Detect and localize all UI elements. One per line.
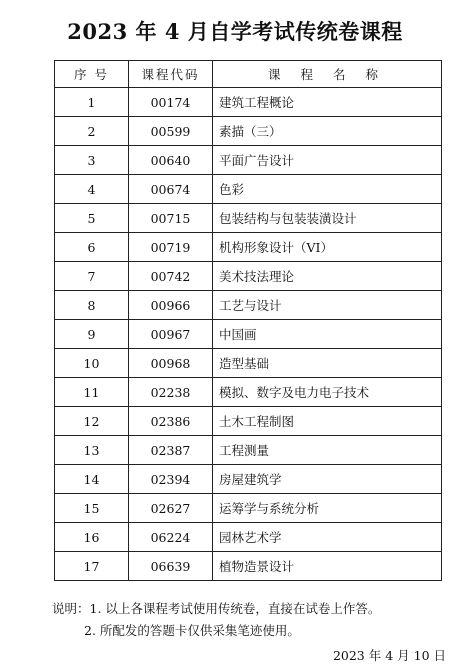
cell-no: 15 — [55, 494, 129, 523]
cell-code: 02386 — [129, 407, 213, 436]
cell-code: 00674 — [129, 175, 213, 204]
header-code: 课程代码 — [129, 61, 213, 88]
cell-code: 00174 — [129, 88, 213, 117]
table-row — [55, 204, 442, 233]
table-row — [55, 117, 442, 146]
table-header-row — [55, 61, 442, 88]
cell-name: 园林艺术学 — [213, 523, 442, 552]
header-name: 课 程 名 称 — [213, 61, 442, 88]
table-row — [55, 407, 442, 436]
cell-name: 运筹学与系统分析 — [213, 494, 442, 523]
cell-code: 00966 — [129, 291, 213, 320]
cell-no: 8 — [55, 291, 129, 320]
cell-name: 土木工程制图 — [213, 407, 442, 436]
cell-no: 5 — [55, 204, 129, 233]
table-row — [55, 146, 442, 175]
cell-name: 美术技法理论 — [213, 262, 442, 291]
table-row — [55, 378, 442, 407]
cell-name: 植物造景设计 — [213, 552, 442, 581]
table-row — [55, 88, 442, 117]
cell-no: 1 — [55, 88, 129, 117]
table-row — [55, 233, 442, 262]
cell-code: 00719 — [129, 233, 213, 262]
note-line-1: 说明：1. 以上各课程考试使用传统卷，直接在试卷上作答。 — [52, 601, 381, 616]
cell-name: 模拟、数字及电力电子技术 — [213, 378, 442, 407]
cell-no: 6 — [55, 233, 129, 262]
cell-name: 中国画 — [213, 320, 442, 349]
table-row — [55, 436, 442, 465]
cell-no: 13 — [55, 436, 129, 465]
cell-code: 06639 — [129, 552, 213, 581]
header-no: 序 号 — [55, 61, 129, 88]
cell-code: 02387 — [129, 436, 213, 465]
cell-no: 4 — [55, 175, 129, 204]
cell-name: 包装结构与包装装潢设计 — [213, 204, 442, 233]
cell-name: 素描（三） — [213, 117, 442, 146]
cell-name: 造型基础 — [213, 349, 442, 378]
cell-name: 机构形象设计（VI） — [213, 233, 442, 262]
cell-no: 14 — [55, 465, 129, 494]
note-line-2: 2. 所配发的答题卡仅供采集笔迹使用。 — [84, 623, 300, 638]
table-row — [55, 175, 442, 204]
issue-date: 2023 年 4 月 10 日 — [332, 648, 446, 663]
table-row — [55, 291, 442, 320]
cell-no: 16 — [55, 523, 129, 552]
cell-code: 02627 — [129, 494, 213, 523]
cell-code: 00599 — [129, 117, 213, 146]
cell-name: 房屋建筑学 — [213, 465, 442, 494]
cell-no: 9 — [55, 320, 129, 349]
cell-code: 00640 — [129, 146, 213, 175]
cell-name: 色彩 — [213, 175, 442, 204]
cell-code: 02394 — [129, 465, 213, 494]
cell-no: 2 — [55, 117, 129, 146]
cell-code: 06224 — [129, 523, 213, 552]
cell-no: 17 — [55, 552, 129, 581]
course-table — [54, 60, 442, 581]
cell-code: 02238 — [129, 378, 213, 407]
cell-name: 工程测量 — [213, 436, 442, 465]
cell-code: 00715 — [129, 204, 213, 233]
table-row — [55, 465, 442, 494]
course-rows — [55, 88, 442, 581]
page-title: 2023 年 4 月自学考试传统卷课程 — [67, 19, 403, 44]
cell-no: 10 — [55, 349, 129, 378]
table-row — [55, 552, 442, 581]
notes — [52, 598, 380, 642]
cell-code: 00967 — [129, 320, 213, 349]
table-row — [55, 349, 442, 378]
table-row — [55, 262, 442, 291]
cell-no: 3 — [55, 146, 129, 175]
cell-code: 00968 — [129, 349, 213, 378]
cell-code: 00742 — [129, 262, 213, 291]
cell-no: 11 — [55, 378, 129, 407]
cell-no: 12 — [55, 407, 129, 436]
table-row — [55, 494, 442, 523]
table-row — [55, 320, 442, 349]
cell-no: 7 — [55, 262, 129, 291]
table-row — [55, 523, 442, 552]
cell-name: 平面广告设计 — [213, 146, 442, 175]
cell-name: 建筑工程概论 — [213, 88, 442, 117]
cell-name: 工艺与设计 — [213, 291, 442, 320]
